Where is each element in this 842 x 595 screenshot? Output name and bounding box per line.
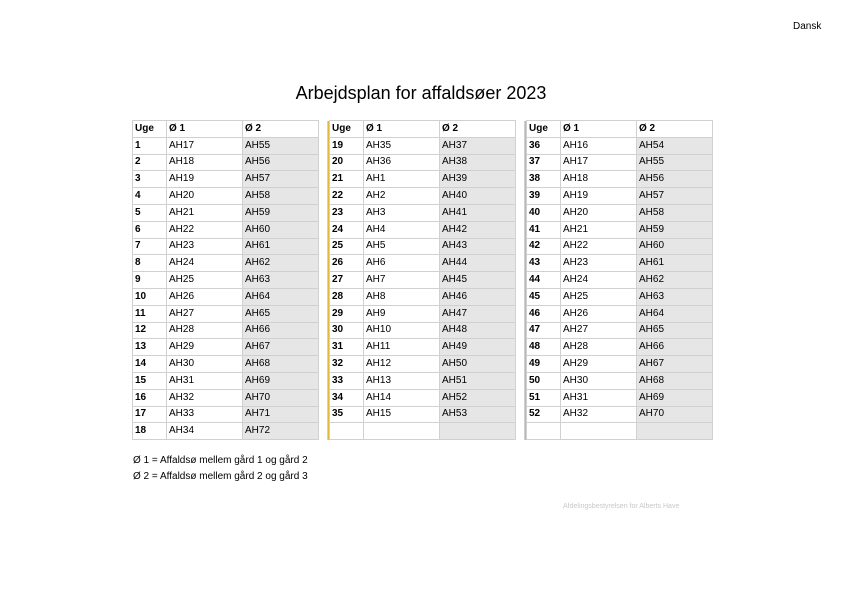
column-gap bbox=[516, 305, 525, 322]
week-cell: 16 bbox=[133, 389, 167, 406]
o2-cell: AH70 bbox=[637, 406, 713, 423]
week-cell: 31 bbox=[330, 339, 364, 356]
column-gap bbox=[319, 389, 328, 406]
o1-cell bbox=[561, 423, 637, 440]
header-o1: Ø 1 bbox=[167, 121, 243, 138]
column-gap bbox=[319, 238, 328, 255]
column-gap bbox=[319, 171, 328, 188]
o2-cell: AH69 bbox=[637, 389, 713, 406]
table-row bbox=[133, 288, 713, 305]
o1-cell: AH2 bbox=[364, 188, 440, 205]
column-gap bbox=[516, 356, 525, 373]
column-gap bbox=[319, 137, 328, 154]
column-gap bbox=[516, 188, 525, 205]
week-cell: 20 bbox=[330, 154, 364, 171]
o1-cell: AH30 bbox=[167, 356, 243, 373]
o2-cell: AH40 bbox=[440, 188, 516, 205]
week-cell: 4 bbox=[133, 188, 167, 205]
o2-cell: AH56 bbox=[637, 171, 713, 188]
table-row bbox=[133, 305, 713, 322]
week-cell: 48 bbox=[527, 339, 561, 356]
column-gap bbox=[319, 221, 328, 238]
week-cell bbox=[330, 423, 364, 440]
header-o2: Ø 2 bbox=[440, 121, 516, 138]
week-cell: 25 bbox=[330, 238, 364, 255]
o2-cell: AH65 bbox=[243, 305, 319, 322]
o2-cell: AH68 bbox=[243, 356, 319, 373]
o2-cell: AH49 bbox=[440, 339, 516, 356]
column-gap bbox=[516, 423, 525, 440]
column-gap bbox=[319, 288, 328, 305]
column-gap bbox=[516, 137, 525, 154]
o1-cell: AH21 bbox=[167, 204, 243, 221]
week-cell: 23 bbox=[330, 204, 364, 221]
header-week: Uge bbox=[133, 121, 167, 138]
o2-cell bbox=[637, 423, 713, 440]
header-week: Uge bbox=[527, 121, 561, 138]
legend-item-o1: Ø 1 = Affaldsø mellem gård 1 og gård 2 bbox=[133, 455, 308, 466]
o2-cell: AH51 bbox=[440, 372, 516, 389]
week-cell: 18 bbox=[133, 423, 167, 440]
o2-cell: AH47 bbox=[440, 305, 516, 322]
o2-cell: AH55 bbox=[637, 154, 713, 171]
o1-cell: AH3 bbox=[364, 204, 440, 221]
o2-cell: AH62 bbox=[243, 255, 319, 272]
week-cell: 39 bbox=[527, 188, 561, 205]
column-gap bbox=[319, 372, 328, 389]
table-row bbox=[133, 423, 713, 440]
o1-cell: AH24 bbox=[167, 255, 243, 272]
table-row bbox=[133, 221, 713, 238]
column-gap bbox=[516, 339, 525, 356]
o1-cell: AH6 bbox=[364, 255, 440, 272]
week-cell: 24 bbox=[330, 221, 364, 238]
o2-cell: AH39 bbox=[440, 171, 516, 188]
column-gap bbox=[319, 272, 328, 289]
o1-cell: AH29 bbox=[167, 339, 243, 356]
o1-cell: AH36 bbox=[364, 154, 440, 171]
o2-cell: AH59 bbox=[637, 221, 713, 238]
o2-cell: AH56 bbox=[243, 154, 319, 171]
week-cell: 33 bbox=[330, 372, 364, 389]
o2-cell: AH72 bbox=[243, 423, 319, 440]
o1-cell: AH24 bbox=[561, 272, 637, 289]
legend-item-o2: Ø 2 = Affaldsø mellem gård 2 og gård 3 bbox=[133, 471, 308, 482]
header-row bbox=[133, 121, 713, 138]
o2-cell: AH57 bbox=[243, 171, 319, 188]
o1-cell: AH1 bbox=[364, 171, 440, 188]
o1-cell: AH20 bbox=[167, 188, 243, 205]
o1-cell: AH23 bbox=[561, 255, 637, 272]
o1-cell: AH31 bbox=[561, 389, 637, 406]
week-cell: 26 bbox=[330, 255, 364, 272]
header-o2: Ø 2 bbox=[243, 121, 319, 138]
o1-cell: AH32 bbox=[561, 406, 637, 423]
header-week: Uge bbox=[330, 121, 364, 138]
week-cell: 49 bbox=[527, 356, 561, 373]
table-row bbox=[133, 204, 713, 221]
column-gap bbox=[319, 154, 328, 171]
o2-cell: AH61 bbox=[243, 238, 319, 255]
column-gap bbox=[516, 255, 525, 272]
o2-cell: AH62 bbox=[637, 272, 713, 289]
o1-cell: AH22 bbox=[561, 238, 637, 255]
o1-cell: AH23 bbox=[167, 238, 243, 255]
week-cell: 43 bbox=[527, 255, 561, 272]
o1-cell: AH33 bbox=[167, 406, 243, 423]
o1-cell: AH7 bbox=[364, 272, 440, 289]
o1-cell: AH5 bbox=[364, 238, 440, 255]
o2-cell: AH41 bbox=[440, 204, 516, 221]
o1-cell: AH19 bbox=[561, 188, 637, 205]
o2-cell: AH53 bbox=[440, 406, 516, 423]
o2-cell: AH67 bbox=[637, 356, 713, 373]
week-cell: 9 bbox=[133, 272, 167, 289]
column-gap bbox=[319, 322, 328, 339]
week-cell: 51 bbox=[527, 389, 561, 406]
o1-cell: AH18 bbox=[561, 171, 637, 188]
o1-cell: AH16 bbox=[561, 137, 637, 154]
week-cell: 27 bbox=[330, 272, 364, 289]
o1-cell: AH17 bbox=[561, 154, 637, 171]
week-cell: 7 bbox=[133, 238, 167, 255]
o1-cell: AH35 bbox=[364, 137, 440, 154]
o2-cell: AH46 bbox=[440, 288, 516, 305]
header-o1: Ø 1 bbox=[561, 121, 637, 138]
o1-cell: AH11 bbox=[364, 339, 440, 356]
column-gap bbox=[516, 238, 525, 255]
language-label[interactable]: Dansk bbox=[793, 21, 822, 32]
table-row bbox=[133, 171, 713, 188]
column-gap bbox=[516, 406, 525, 423]
column-gap bbox=[319, 121, 328, 138]
o1-cell: AH10 bbox=[364, 322, 440, 339]
table-row bbox=[133, 372, 713, 389]
week-cell: 10 bbox=[133, 288, 167, 305]
column-gap bbox=[516, 171, 525, 188]
o2-cell: AH67 bbox=[243, 339, 319, 356]
o2-cell: AH69 bbox=[243, 372, 319, 389]
week-cell: 41 bbox=[527, 221, 561, 238]
week-cell: 34 bbox=[330, 389, 364, 406]
o2-cell: AH45 bbox=[440, 272, 516, 289]
o1-cell: AH14 bbox=[364, 389, 440, 406]
o1-cell: AH4 bbox=[364, 221, 440, 238]
table-row bbox=[133, 389, 713, 406]
o1-cell: AH8 bbox=[364, 288, 440, 305]
column-gap bbox=[319, 423, 328, 440]
o2-cell: AH52 bbox=[440, 389, 516, 406]
o2-cell: AH38 bbox=[440, 154, 516, 171]
table-row bbox=[133, 322, 713, 339]
o2-cell: AH65 bbox=[637, 322, 713, 339]
page-title: Arbejdsplan for affaldsøer 2023 bbox=[295, 83, 547, 103]
o2-cell: AH50 bbox=[440, 356, 516, 373]
column-gap bbox=[516, 272, 525, 289]
table-row bbox=[133, 154, 713, 171]
o2-cell: AH63 bbox=[243, 272, 319, 289]
column-gap bbox=[319, 188, 328, 205]
column-gap bbox=[516, 204, 525, 221]
o1-cell: AH15 bbox=[364, 406, 440, 423]
o2-cell: AH44 bbox=[440, 255, 516, 272]
week-cell: 17 bbox=[133, 406, 167, 423]
table-row bbox=[133, 272, 713, 289]
week-cell: 13 bbox=[133, 339, 167, 356]
o1-cell: AH19 bbox=[167, 171, 243, 188]
column-gap bbox=[516, 288, 525, 305]
week-cell: 36 bbox=[527, 137, 561, 154]
week-cell: 12 bbox=[133, 322, 167, 339]
o2-cell: AH61 bbox=[637, 255, 713, 272]
column-gap bbox=[319, 305, 328, 322]
o2-cell bbox=[440, 423, 516, 440]
schedule-table bbox=[132, 120, 713, 440]
o2-cell: AH58 bbox=[243, 188, 319, 205]
o1-cell: AH17 bbox=[167, 137, 243, 154]
o1-cell: AH32 bbox=[167, 389, 243, 406]
o2-cell: AH48 bbox=[440, 322, 516, 339]
o2-cell: AH70 bbox=[243, 389, 319, 406]
o2-cell: AH68 bbox=[637, 372, 713, 389]
o2-cell: AH54 bbox=[637, 137, 713, 154]
week-cell: 8 bbox=[133, 255, 167, 272]
week-cell: 32 bbox=[330, 356, 364, 373]
column-gap bbox=[516, 389, 525, 406]
o2-cell: AH63 bbox=[637, 288, 713, 305]
footer-note: Afdelingsbestyrelsen for Alberts Have bbox=[563, 503, 680, 510]
week-cell: 6 bbox=[133, 221, 167, 238]
o1-cell: AH30 bbox=[561, 372, 637, 389]
o2-cell: AH59 bbox=[243, 204, 319, 221]
o2-cell: AH58 bbox=[637, 204, 713, 221]
o2-cell: AH42 bbox=[440, 221, 516, 238]
week-cell: 29 bbox=[330, 305, 364, 322]
week-cell: 46 bbox=[527, 305, 561, 322]
week-cell: 28 bbox=[330, 288, 364, 305]
week-cell: 3 bbox=[133, 171, 167, 188]
table-row bbox=[133, 339, 713, 356]
week-cell: 1 bbox=[133, 137, 167, 154]
column-gap bbox=[516, 154, 525, 171]
table-row bbox=[133, 406, 713, 423]
week-cell bbox=[527, 423, 561, 440]
week-cell: 47 bbox=[527, 322, 561, 339]
o1-cell: AH12 bbox=[364, 356, 440, 373]
o2-cell: AH60 bbox=[637, 238, 713, 255]
o2-cell: AH43 bbox=[440, 238, 516, 255]
o1-cell bbox=[364, 423, 440, 440]
o1-cell: AH28 bbox=[561, 339, 637, 356]
o2-cell: AH55 bbox=[243, 137, 319, 154]
table-row bbox=[133, 356, 713, 373]
o2-cell: AH60 bbox=[243, 221, 319, 238]
header-o1: Ø 1 bbox=[364, 121, 440, 138]
o1-cell: AH21 bbox=[561, 221, 637, 238]
o1-cell: AH27 bbox=[561, 322, 637, 339]
week-cell: 45 bbox=[527, 288, 561, 305]
column-gap bbox=[516, 221, 525, 238]
week-cell: 30 bbox=[330, 322, 364, 339]
column-gap bbox=[516, 322, 525, 339]
o2-cell: AH64 bbox=[243, 288, 319, 305]
table-row bbox=[133, 238, 713, 255]
week-cell: 15 bbox=[133, 372, 167, 389]
legend bbox=[133, 453, 308, 485]
column-gap bbox=[516, 372, 525, 389]
table-row bbox=[133, 188, 713, 205]
o1-cell: AH22 bbox=[167, 221, 243, 238]
week-cell: 42 bbox=[527, 238, 561, 255]
o1-cell: AH27 bbox=[167, 305, 243, 322]
week-cell: 14 bbox=[133, 356, 167, 373]
week-cell: 50 bbox=[527, 372, 561, 389]
week-cell: 37 bbox=[527, 154, 561, 171]
o1-cell: AH25 bbox=[167, 272, 243, 289]
o1-cell: AH34 bbox=[167, 423, 243, 440]
week-cell: 22 bbox=[330, 188, 364, 205]
column-gap bbox=[319, 255, 328, 272]
table-row bbox=[133, 137, 713, 154]
o1-cell: AH26 bbox=[561, 305, 637, 322]
o2-cell: AH57 bbox=[637, 188, 713, 205]
o2-cell: AH64 bbox=[637, 305, 713, 322]
week-cell: 11 bbox=[133, 305, 167, 322]
column-gap bbox=[319, 204, 328, 221]
table-row bbox=[133, 255, 713, 272]
week-cell: 40 bbox=[527, 204, 561, 221]
o1-cell: AH18 bbox=[167, 154, 243, 171]
week-cell: 52 bbox=[527, 406, 561, 423]
column-gap bbox=[319, 339, 328, 356]
o2-cell: AH66 bbox=[637, 339, 713, 356]
week-cell: 2 bbox=[133, 154, 167, 171]
o1-cell: AH25 bbox=[561, 288, 637, 305]
o2-cell: AH37 bbox=[440, 137, 516, 154]
o1-cell: AH13 bbox=[364, 372, 440, 389]
o1-cell: AH29 bbox=[561, 356, 637, 373]
week-cell: 38 bbox=[527, 171, 561, 188]
o1-cell: AH20 bbox=[561, 204, 637, 221]
week-cell: 5 bbox=[133, 204, 167, 221]
o1-cell: AH26 bbox=[167, 288, 243, 305]
week-cell: 21 bbox=[330, 171, 364, 188]
column-gap bbox=[319, 406, 328, 423]
o2-cell: AH66 bbox=[243, 322, 319, 339]
o1-cell: AH9 bbox=[364, 305, 440, 322]
column-gap bbox=[516, 121, 525, 138]
o1-cell: AH28 bbox=[167, 322, 243, 339]
header-o2: Ø 2 bbox=[637, 121, 713, 138]
week-cell: 19 bbox=[330, 137, 364, 154]
o1-cell: AH31 bbox=[167, 372, 243, 389]
column-gap bbox=[319, 356, 328, 373]
o2-cell: AH71 bbox=[243, 406, 319, 423]
week-cell: 44 bbox=[527, 272, 561, 289]
week-cell: 35 bbox=[330, 406, 364, 423]
